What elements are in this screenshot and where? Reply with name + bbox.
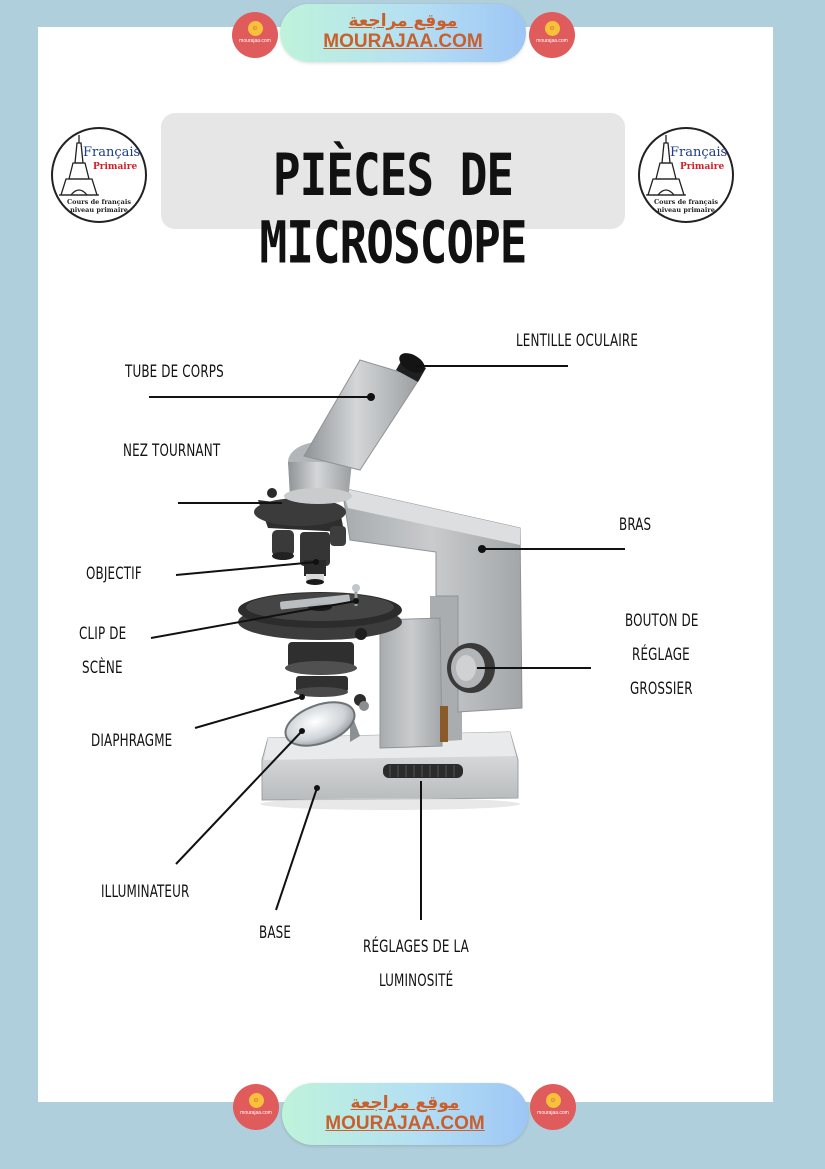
label-body-tube: TUBE DE CORPS (125, 362, 224, 382)
label-coarse-2: RÉGLAGE (632, 645, 690, 665)
label-arm: BRAS (619, 515, 652, 535)
brightness-wheel (383, 764, 463, 778)
banner-arabic-text[interactable]: موقع مراجعة (350, 1093, 460, 1113)
banner-arabic-text[interactable]: موقع مراجعة (348, 11, 458, 31)
banner-site-link[interactable]: MOURAJAA.COM (325, 1113, 485, 1134)
francais-primaire-logo-left: Français Primaire Cours de français niveau primaire (51, 127, 147, 223)
mourajaa-badge-right-bottom[interactable]: ☺ mourajaa.com (530, 1084, 576, 1130)
mourajaa-badge-right-top[interactable]: ☺ mourajaa.com (529, 12, 575, 58)
francais-primaire-logo-right: Français Primaire Cours de français niveau primaire (638, 127, 734, 223)
label-brightness-2: LUMINOSITÉ (379, 971, 454, 991)
label-coarse-3: GROSSIER (630, 679, 693, 699)
label-objective: OBJECTIF (86, 564, 142, 584)
body-tube (284, 349, 428, 504)
banner-site-link[interactable]: MOURAJAA.COM (323, 31, 483, 52)
label-nosepiece: NEZ TOURNANT (123, 441, 221, 461)
label-stage-clip-1: CLIP DE (79, 624, 127, 644)
label-illuminator: ILLUMINATEUR (101, 882, 190, 902)
label-stage-clip-2: SCÈNE (82, 658, 123, 678)
label-eyepiece: LENTILLE OCULAIRE (516, 331, 639, 351)
mourajaa-badge-left-bottom[interactable]: ☺ mourajaa.com (233, 1084, 279, 1130)
line-objective (176, 562, 316, 575)
mourajaa-banner-bottom[interactable] (282, 1083, 528, 1145)
label-coarse-1: BOUTON DE (625, 611, 699, 631)
label-brightness-1: RÉGLAGES DE LA (363, 937, 469, 957)
line-diaphragm (195, 697, 302, 728)
microscope-stage (238, 584, 402, 711)
label-diaphragm: DIAPHRAGME (91, 731, 173, 751)
mourajaa-badge-left-top[interactable]: ☺ mourajaa.com (232, 12, 278, 58)
page-title: PIÈCES DE MICROSCOPE (259, 141, 527, 276)
label-base: BASE (259, 923, 292, 943)
